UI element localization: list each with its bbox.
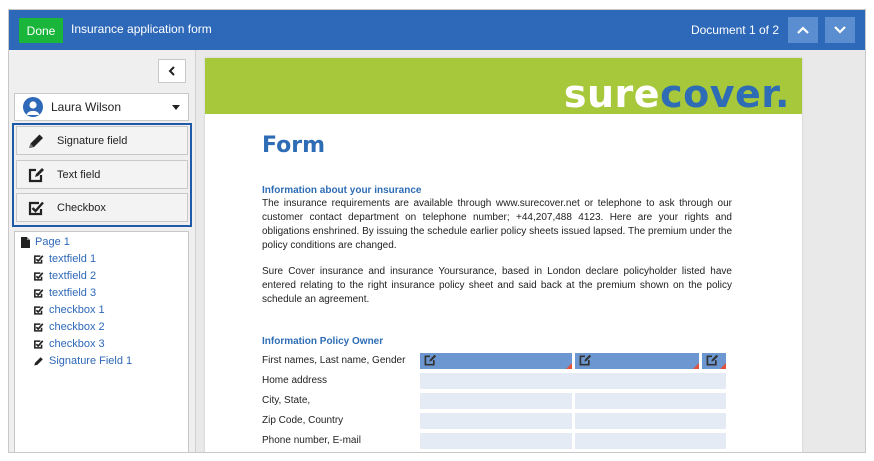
tool-text-field[interactable] xyxy=(16,160,188,189)
tree-field-item[interactable]: checkbox 1 xyxy=(33,304,105,316)
row-label: City, State, xyxy=(262,395,311,406)
chevron-down-icon xyxy=(834,26,846,34)
tree-field-item[interactable]: checkbox 2 xyxy=(33,321,105,333)
form-title: Form xyxy=(262,133,326,158)
edit-box-icon xyxy=(578,354,592,367)
checkbox-icon xyxy=(33,305,44,316)
chevron-up-icon xyxy=(797,26,809,34)
document-counter: Document 1 of 2 xyxy=(690,23,779,37)
input-home-address[interactable] xyxy=(420,373,726,389)
section-heading-policy-owner: Information Policy Owner xyxy=(262,336,384,347)
user-dropdown[interactable] xyxy=(14,93,189,121)
tool-label: Text field xyxy=(57,169,101,181)
tree-page-item[interactable]: Page 1 xyxy=(21,236,70,248)
input-phone-number[interactable] xyxy=(420,433,572,449)
text-field-first-names[interactable] xyxy=(420,353,572,369)
edit-box-icon xyxy=(705,354,719,367)
edit-box-icon xyxy=(423,354,437,367)
checkbox-icon xyxy=(33,339,44,350)
input-country[interactable] xyxy=(575,413,726,429)
tree-field-item[interactable]: textfield 2 xyxy=(33,270,96,282)
previous-document-button[interactable] xyxy=(788,17,818,43)
top-bar xyxy=(9,10,865,50)
user-name: Laura Wilson xyxy=(51,100,122,114)
checkbox-icon xyxy=(33,271,44,282)
text-field-last-name[interactable] xyxy=(575,353,699,369)
row-label: First names, Last name, Gender xyxy=(262,355,406,366)
brand-banner xyxy=(205,58,802,114)
document-page xyxy=(205,58,802,453)
caret-down-icon xyxy=(172,105,180,110)
tree-field-item[interactable]: Signature Field 1 xyxy=(33,355,132,367)
input-city[interactable] xyxy=(420,393,572,409)
tool-label: Signature field xyxy=(57,135,128,147)
app-window xyxy=(8,9,866,453)
tool-signature-field[interactable] xyxy=(16,126,188,155)
document-title: Insurance application form xyxy=(71,22,212,36)
tree-field-item[interactable]: textfield 3 xyxy=(33,287,96,299)
pen-icon xyxy=(33,356,44,367)
done-button[interactable]: Done xyxy=(19,18,63,43)
text-field-gender[interactable] xyxy=(702,353,726,369)
tree-field-item[interactable]: checkbox 3 xyxy=(33,338,105,350)
file-icon xyxy=(21,237,30,248)
next-document-button[interactable] xyxy=(825,17,855,43)
field-tools-panel xyxy=(12,123,192,227)
section-heading-insurance: Information about your insurance xyxy=(262,185,422,196)
row-label: Zip Code, Country xyxy=(262,415,344,426)
input-email[interactable] xyxy=(575,433,726,449)
document-viewer[interactable] xyxy=(196,50,865,453)
checkbox-icon xyxy=(33,322,44,333)
field-tree xyxy=(14,231,189,453)
checkbox-icon xyxy=(33,254,44,265)
input-zip-code[interactable] xyxy=(420,413,572,429)
collapse-sidebar-button[interactable] xyxy=(158,59,186,83)
pen-icon xyxy=(27,133,45,150)
surecover-logo: surecover. xyxy=(563,72,790,116)
paragraph-insurance: The insurance requirements are available through www.surecover.net or telephone to ask through our customer contact department on telephone number; +44,207,488 4123. Here are your rights and obligations enshrined. By issuing the schedule earlier policy sheets issued lapsed. The premium under the policy conditions are changed. xyxy=(262,198,732,251)
sidebar xyxy=(9,50,196,453)
input-state[interactable] xyxy=(575,393,726,409)
tree-field-item[interactable]: textfield 1 xyxy=(33,253,96,265)
checkbox-icon xyxy=(33,288,44,299)
paragraph-agreement: Sure Cover insurance and insurance Yoursurance, based in London declare policyholder listed have entered relating to the right insurance policy sheet and said back at the premium shown on the policy schedule an agreement. xyxy=(262,266,732,305)
row-label: Home address xyxy=(262,375,328,386)
chevron-left-icon xyxy=(168,66,176,76)
checkbox-icon xyxy=(27,200,45,217)
edit-box-icon xyxy=(27,167,45,184)
tool-label: Checkbox xyxy=(57,202,106,214)
tool-checkbox[interactable] xyxy=(16,193,188,222)
row-label: Phone number, E-mail xyxy=(262,435,361,446)
user-avatar-icon xyxy=(23,97,43,117)
